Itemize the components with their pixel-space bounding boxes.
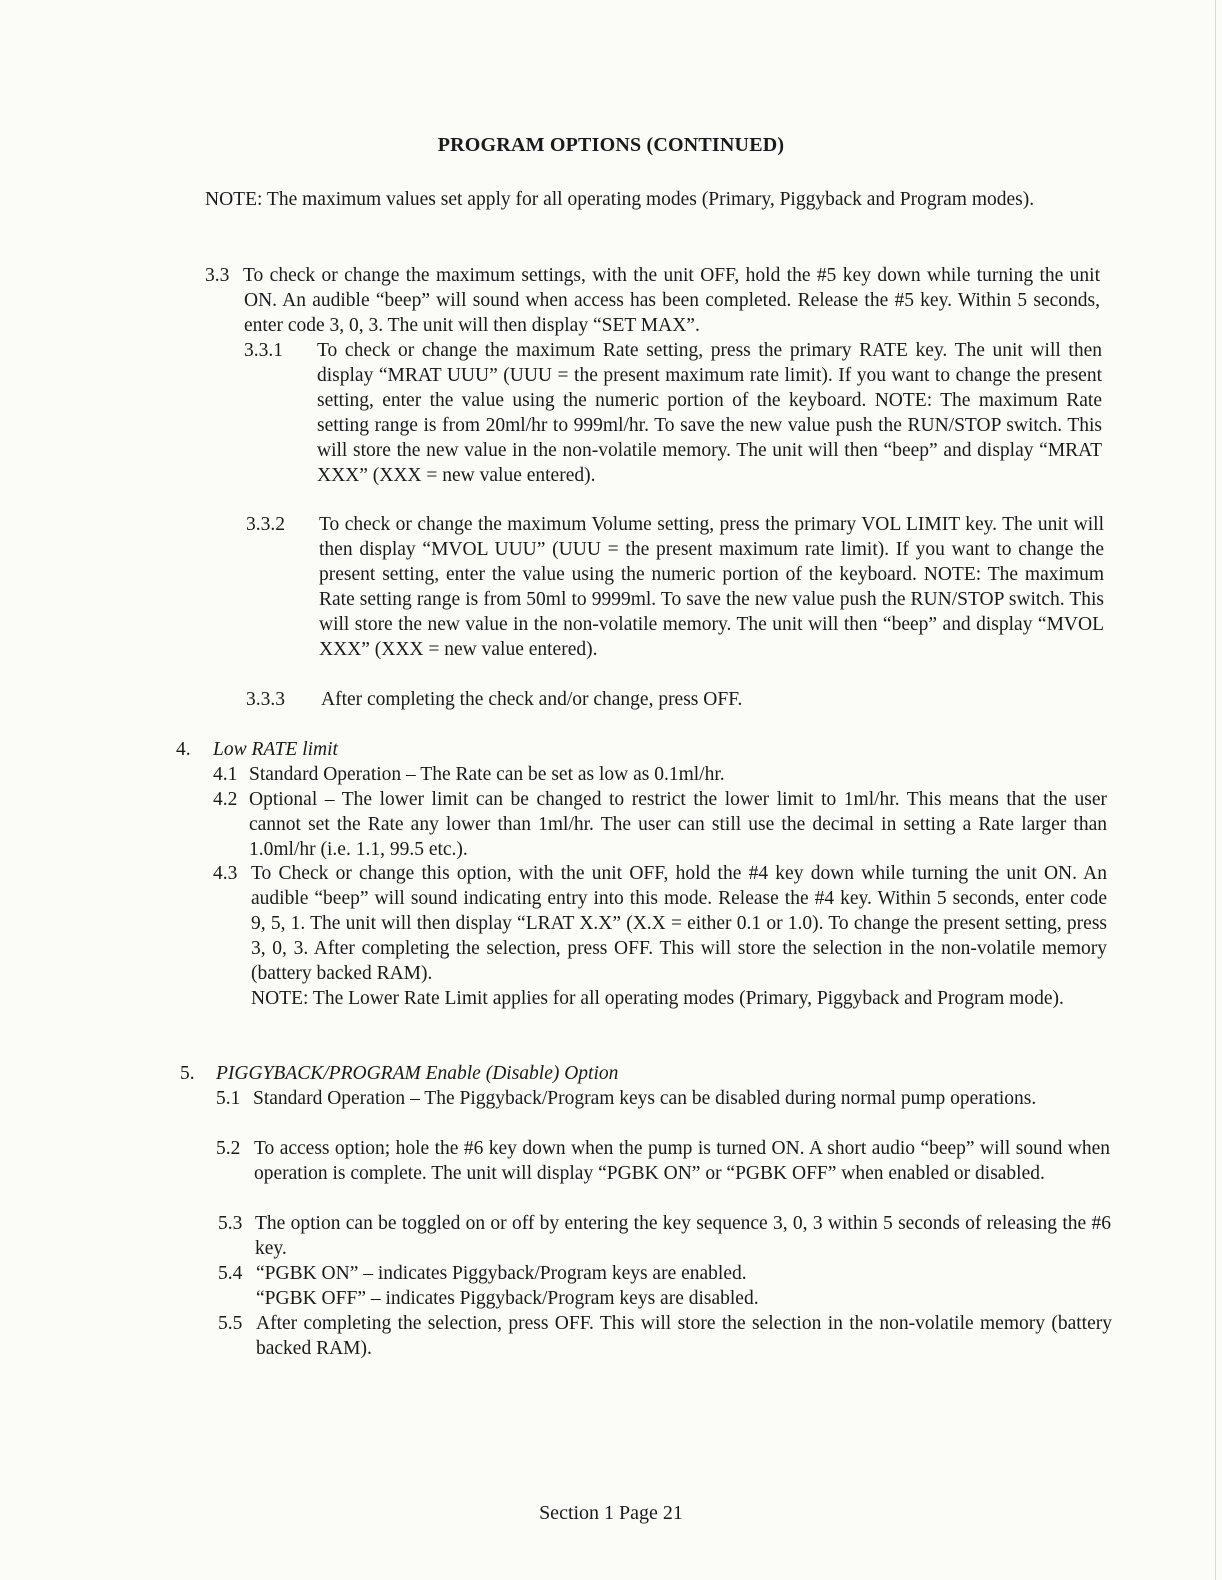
section-3-3-1-text: To check or change the maximum Rate setting, press the primary RATE key. The unit will then display “MRAT UUU” (UUU = the present maximum rate limit). If you want to change the present setting, enter the value using the numeric portion of the keyboard. NOTE: The maximum Rate setting range is from 20ml/hr to 999ml/hr. To save the new value push the RUN/STOP switch. This will store the new value in the non-volatile memory. The unit will then “beep” and display “MRAT XXX” (XXX = new value entered). [317, 340, 1102, 486]
section-4-heading: Low RATE limit [213, 739, 338, 760]
section-5-number: 5. [180, 1063, 195, 1084]
section-3-3-3-text: After completing the check and/or change, press OFF. [321, 689, 743, 710]
section-5-3-number: 5.3 [218, 1213, 243, 1234]
page-edge-shadow [1215, 0, 1216, 1580]
section-4-2-number: 4.2 [213, 789, 238, 810]
section-5-4-number: 5.4 [218, 1263, 243, 1284]
section-3-3-1-number: 3.3.1 [244, 340, 283, 361]
section-3-3-2-number: 3.3.2 [246, 514, 285, 535]
section-4-number: 4. [176, 739, 191, 760]
section-4-3-text: To Check or change this option, with the unit OFF, hold the #4 key down while turning the unit ON. An audible “beep” will sound indicating entry into this mode. Release the #4 key. Within 5 seconds, enter code 9, 5, 1. The unit will then display “LRAT X.X” (X.X = either 0.1 or 1.0). To change the present setting, press 3, 0, 3. After completing the selection, press OFF. This will store the selection in the non-volatile memory (battery backed RAM). [251, 863, 1107, 984]
section-5-2-number: 5.2 [216, 1138, 241, 1159]
section-4-3-note: NOTE: The Lower Rate Limit applies for all operating modes (Primary, Piggyback and Program mode). [251, 988, 1064, 1009]
intro-note: NOTE: The maximum values set apply for all operating modes (Primary, Piggyback and Program modes). [205, 189, 1035, 210]
section-3-3-2-text: To check or change the maximum Volume setting, press the primary VOL LIMIT key. The unit will then display “MVOL UUU” (UUU = the present maximum rate limit). If you want to change the present setting, enter the value using the numeric portion of the keyboard. NOTE: The maximum Rate setting range is from 50ml to 9999ml. To save the new value push the RUN/STOP switch. This will store the new value in the non-volatile memory. The unit will then “beep” and display “MVOL XXX” (XXX = new value entered). [319, 514, 1104, 660]
section-4-3-number: 4.3 [213, 863, 238, 884]
section-3-3-3-number: 3.3.3 [246, 689, 285, 710]
section-4-2-text: Optional – The lower limit can be changed to restrict the lower limit to 1ml/hr. This means that the user cannot set the Rate any lower than 1ml/hr. The user can still use the decimal in setting a Rate larger than 1.0ml/hr (i.e. 1.1, 99.5 etc.). [249, 789, 1107, 860]
section-5-1-number: 5.1 [216, 1088, 241, 1109]
section-3-3-text: To check or change the maximum settings, with the unit OFF, hold the #5 key down while turning the unit ON. An audible “beep” will sound when access has been completed. Release the #5 key. Within 5 seconds, enter code 3, 0, 3. The unit will then display “SET MAX”. [243, 265, 1100, 336]
section-4-1-number: 4.1 [213, 764, 238, 785]
section-5-1-text: Standard Operation – The Piggyback/Program keys can be disabled during normal pump operations. [253, 1088, 1037, 1109]
section-5-heading: PIGGYBACK/PROGRAM Enable (Disable) Option [216, 1063, 619, 1084]
section-5-2-text: To access option; hole the #6 key down when the pump is turned ON. A short audio “beep” will sound when operation is complete. The unit will display “PGBK ON” or “PGBK OFF” when enabled or disabled. [254, 1138, 1110, 1184]
section-5-5-number: 5.5 [218, 1313, 243, 1334]
section-5-4-line-1: “PGBK ON” – indicates Piggyback/Program keys are enabled. [256, 1263, 747, 1284]
section-5-4-line-2: “PGBK OFF” – indicates Piggyback/Program keys are disabled. [256, 1288, 759, 1309]
section-5-5-text: After completing the selection, press OFF. This will store the selection in the non-volatile memory (battery backed RAM). [256, 1313, 1112, 1359]
section-5-3-text: The option can be toggled on or off by entering the key sequence 3, 0, 3 within 5 seconds of releasing the #6 key. [255, 1213, 1111, 1259]
section-3-3-number: 3.3 [205, 265, 230, 286]
page-footer: Section 1 Page 21 [539, 1502, 683, 1524]
section-4-1-text: Standard Operation – The Rate can be set as low as 0.1ml/hr. [249, 764, 725, 785]
page-title: PROGRAM OPTIONS (CONTINUED) [437, 134, 785, 156]
